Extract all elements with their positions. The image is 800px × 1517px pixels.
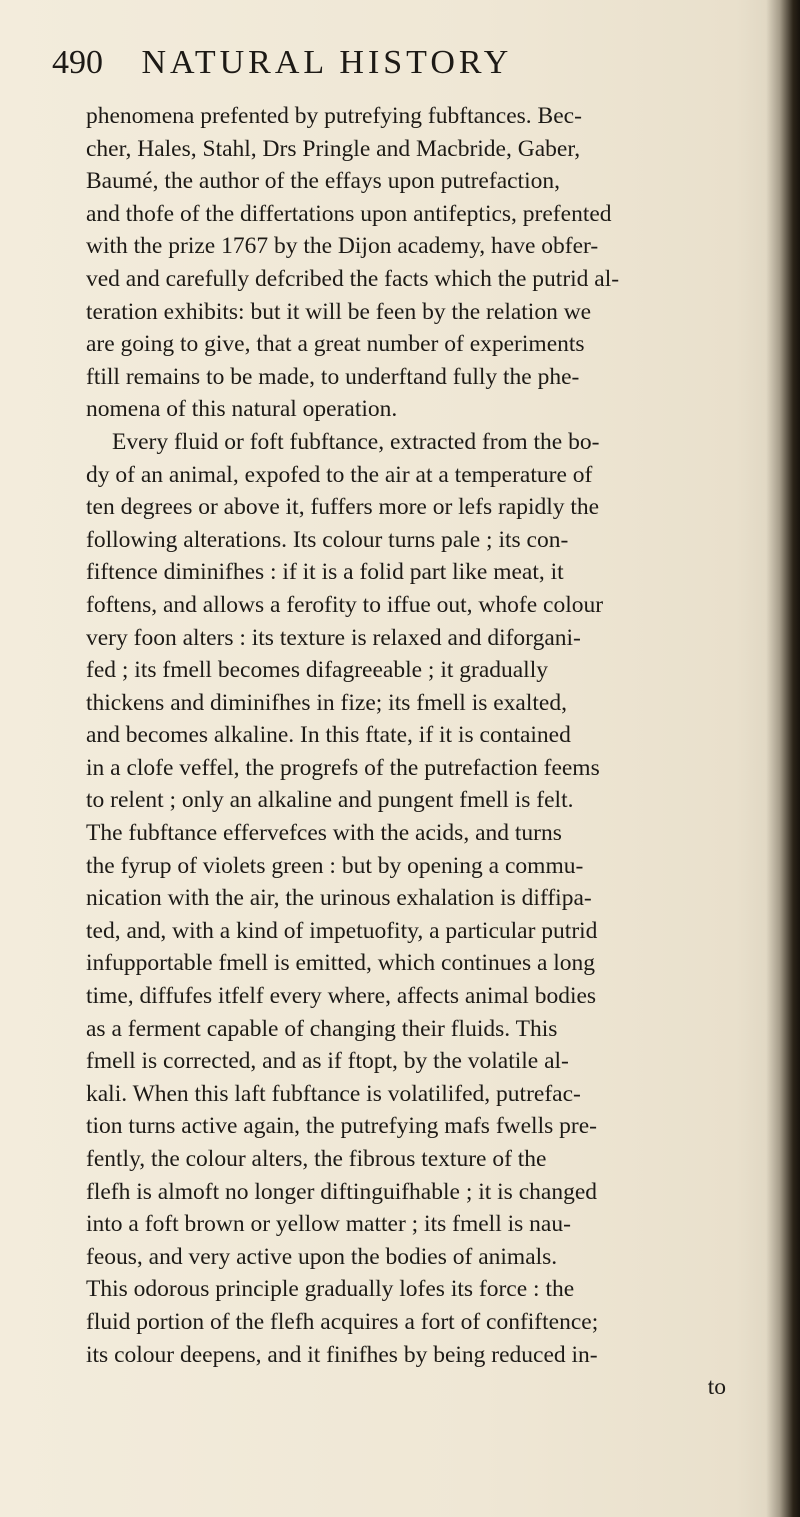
text-line: to relent ; only an alkaline and pungent fmell is felt. [86,787,574,814]
text-line: ftill remains to be made, to underftand fully the phe- [86,363,580,390]
text-line: nomena of this natural operation. [86,396,398,423]
text-line: dy of an animal, expofed to the air at a temperature of [86,461,593,488]
text-line: feous, and very active upon the bodies of animals. [86,1243,558,1270]
text-line: time, diffufes itfelf every where, affects animal bodies [86,983,597,1010]
text-line: foftens, and allows a ferofity to iffue out, whofe colour [86,591,604,618]
text-line: Baumé, the author of the effays upon putrefaction, [86,168,560,195]
text-line: teration exhibits: but it will be feen by the relation we [86,298,592,325]
text-line: as a ferment capable of changing their fluids. This [86,1015,558,1042]
text-line: fluid portion of the flefh acquires a fort of confiftence; [86,1308,599,1335]
body-text [86,100,766,1404]
running-head [52,44,752,94]
binding-gutter [766,0,800,1517]
text-line: very foon alters : its texture is relaxed and diforgani- [86,624,581,651]
catchword: to [707,1374,726,1401]
text-line: fiftence diminifhes : if it is a folid part like meat, it [86,559,564,586]
text-line: fed ; its fmell becomes difagreeable ; it gradually [86,657,548,684]
text-line: the fyrup of violets green : but by opening a commu- [86,852,584,879]
text-line: fmell is corrected, and as if ftopt, by the volatile al- [86,1048,569,1075]
text-line: in a clofe veffel, the progrefs of the putrefaction feems [86,754,600,781]
text-line: fently, the colour alters, the fibrous texture of the [86,1146,547,1172]
paragraph-start-line: Every fluid or foft fubftance, extracted from the bo- [112,428,600,455]
text-line: kali. When this laft fubftance is volatilifed, putrefac- [86,1080,581,1107]
text-line: ted, and, with a kind of impetuofity, a particular putrid [86,917,598,944]
text-line: and thofe of the differtations upon antifeptics, prefented [86,200,612,227]
text-line: The fubftance effervefces with the acids, and turns [86,820,562,847]
text-line: flefh is almoft no longer diftinguifhable ; it is changed [86,1178,597,1205]
text-line: its colour deepens, and it finifhes by being reduced in- [86,1341,598,1368]
text-line: with the prize 1767 by the Dijon academy, have obfer- [86,233,599,260]
text-line: thickens and diminifhes in fize; its fmell is exalted, [86,689,567,716]
text-line: phenomena prefented by putrefying fubftances. Bec- [86,103,582,129]
text-line: ten degrees or above it, fuffers more or lefs rapidly the [86,494,600,521]
text-line: This odorous principle gradually lofes its force : the [86,1276,575,1303]
text-line: nication with the air, the urinous exhalation is diffipa- [86,885,592,912]
running-title: NATURAL HISTORY [141,44,513,81]
text-line: and becomes alkaline. In this ftate, if it is contained [86,722,571,749]
text-line: cher, Hales, Stahl, Drs Pringle and Macbride, Gaber, [86,135,581,162]
text-line: ved and carefully defcribed the facts which the putrid al- [86,265,620,292]
text-line: following alterations. Its colour turns pale ; its con- [86,526,569,553]
text-line: infupportable fmell is emitted, which continues a long [86,950,596,977]
text-line: tion turns active again, the putrefying mafs fwells pre- [86,1113,597,1140]
text-line: into a foft brown or yellow matter ; its fmell is nau- [86,1211,571,1238]
page-number: 490 [52,44,103,81]
text-line: are going to give, that a great number of experiments [86,331,585,358]
